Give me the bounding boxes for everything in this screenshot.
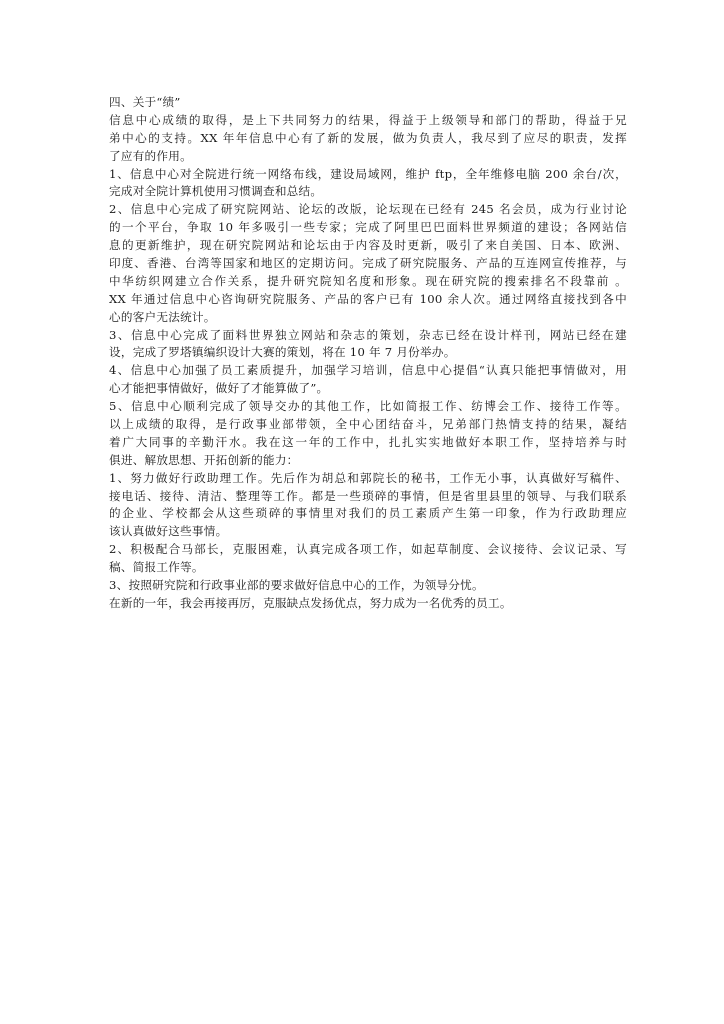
text-line: 俱进、解放思想、开拓创新的能力： <box>109 452 299 467</box>
text-line: 以上成绩的取得，是行政事业部带领，全中心团结奋斗，兄弟部门热情支持的结果，凝结 <box>109 417 627 432</box>
text-line: 接电话、接待、清洁、整理等工作。都是一些琐碎的事情，但是省里县里的领导、与我们联系 <box>109 488 627 503</box>
text-line: 2、积极配合马部长，克服困难，认真完成各项工作，如起草制度、会议接待、会议记录、写 <box>109 542 627 557</box>
text-line: 1、信息中心对全院进行统一网络布线，建设局域网，维护 ftp，全年维修电脑 200 余台/次， <box>109 166 627 181</box>
text-line: 印度、香港、台湾等国家和地区的定期访问。完成了研究院服务、产品的互连网宣传推荐，与 <box>109 256 627 271</box>
text-line: 4、信息中心加强了员工素质提升，加强学习培训，信息中心提倡“认真只能把事情做对，用 <box>109 363 627 378</box>
text-line: 2、信息中心完成了研究院网站、论坛的改版，论坛现在已经有 245 名会员，成为行业讨论 <box>109 202 627 217</box>
text-line: 3、信息中心完成了面料世界独立网站和杂志的策划，杂志已经在设计样刊，网站已经在建 <box>109 327 627 342</box>
text-line: 稿、简报工作等。 <box>109 560 204 575</box>
section-heading: 四、关于“绩” <box>109 95 181 109</box>
text-line: 的一个平台，争取 10 年多吸引一些专家；完成了阿里巴巴面料世界频道的建设；各网站信 <box>109 220 627 235</box>
text-line: 心才能把事情做好，做好了才能算做了”。 <box>109 381 329 396</box>
text-line: XX 年通过信息中心咨询研究院服务、产品的客户已有 100 余人次。通过网络直接找到各中 <box>109 291 627 306</box>
document-body <box>109 94 627 613</box>
text-line: 在新的一年，我会再接再厉，克服缺点发扬优点，努力成为一名优秀的员工。 <box>109 595 512 610</box>
text-line: 5、信息中心顺利完成了领导交办的其他工作，比如简报工作、纺博会工作、接待工作等。 <box>109 399 627 414</box>
text-line: 该认真做好这些事情。 <box>109 524 228 539</box>
text-line: 了应有的作用。 <box>109 148 192 163</box>
text-line: 息的更新维护，现在研究院网站和论坛由于内容及时更新，吸引了来自美国、日本、欧洲、 <box>109 238 627 253</box>
text-line: 着广大同事的辛勤汗水。我在这一年的工作中，扎扎实实地做好本职工作，坚持培养与时 <box>109 434 627 449</box>
text-line: 3、按照研究院和行政事业部的要求做好信息中心的工作，为领导分忧。 <box>109 578 484 593</box>
text-line: 完成对全院计算机使用习惯调查和总结。 <box>109 184 323 199</box>
text-line: 信息中心成绩的取得，是上下共同努力的结果，得益于上级领导和部门的帮助，得益于兄 <box>109 112 627 127</box>
text-line: 弟中心的支持。XX 年年信息中心有了新的发展，做为负责人，我尽到了应尽的职责，发挥 <box>109 130 627 145</box>
text-line: 1、努力做好行政助理工作。先后作为胡总和郭院长的秘书，工作无小事，认真做好写稿件、 <box>109 470 627 485</box>
text-line: 心的客户无法统计。 <box>109 309 216 324</box>
text-line: 设，完成了罗塔镇编织设计大赛的策划，将在 10 年 7 月份举办。 <box>109 345 456 360</box>
text-line: 的企业、学校都会从这些琐碎的事情里对我们的员工素质产生第一印象，作为行政助理应 <box>109 506 627 521</box>
text-line: 中华纺织网建立合作关系，提升研究院知名度和形象。现在研究院的搜索排名不段靠前 。 <box>109 273 627 288</box>
